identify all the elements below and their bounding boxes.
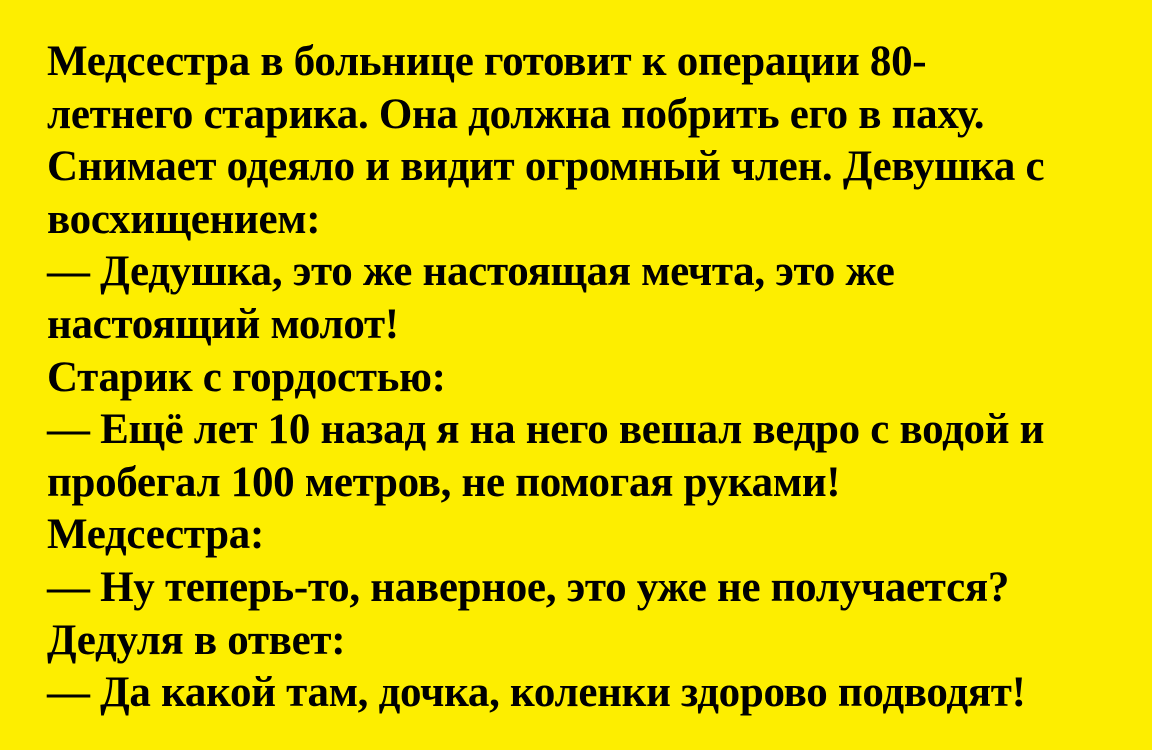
- joke-line: Дедуля в ответ:: [47, 616, 346, 664]
- joke-line: Снимает одеяло и видит огромный член. Девушка с: [47, 143, 1045, 191]
- joke-line: Медсестра:: [47, 511, 264, 559]
- joke-line: настоящий молот!: [47, 300, 399, 348]
- joke-line: Старик с гордостью:: [47, 353, 446, 401]
- joke-line: — Дедушка, это же настоящая мечта, это же: [47, 248, 895, 296]
- joke-line: пробегал 100 метров, не помогая руками!: [47, 458, 841, 506]
- joke-line: — Да какой там, дочка, коленки здорово подводят!: [47, 669, 1026, 717]
- joke-line: — Ну теперь-то, наверное, это уже не получается?: [47, 563, 1010, 611]
- joke-line: летнего старика. Она должна побрить его в паху.: [47, 90, 985, 138]
- joke-line: Медсестра в больнице готовит к операции 80-: [47, 38, 927, 85]
- joke-line: — Ещё лет 10 назад я на него вешал ведро с водой и: [47, 406, 1045, 454]
- joke-line: восхищением:: [47, 195, 321, 243]
